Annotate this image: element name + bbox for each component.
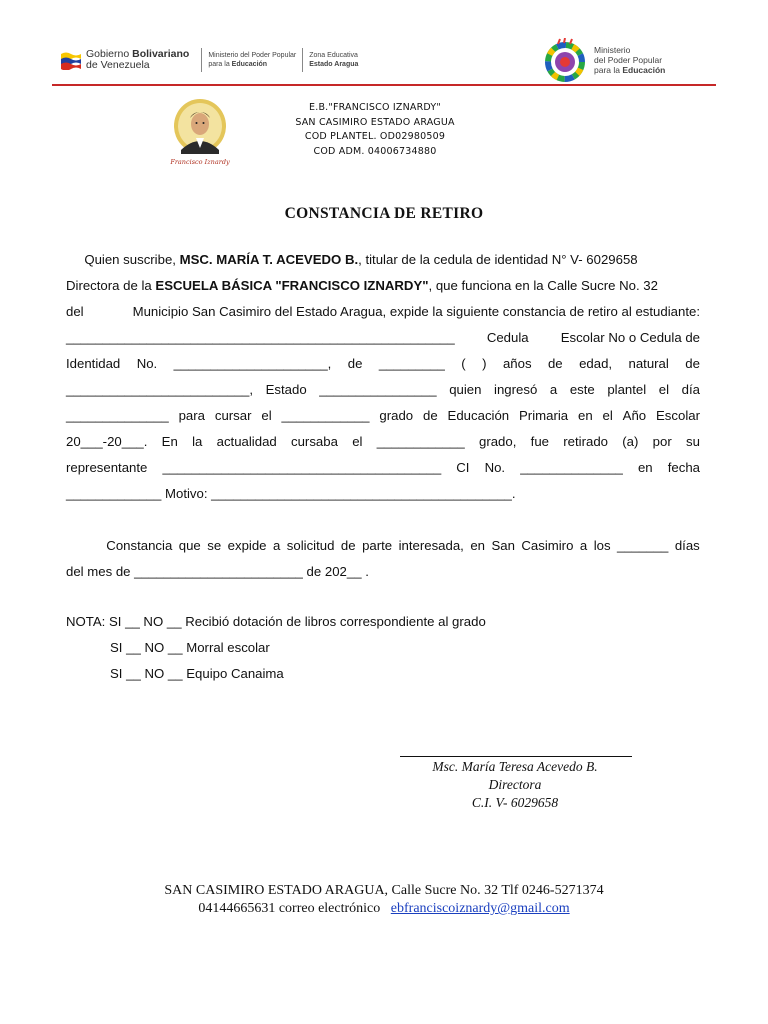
body-word: Escolar No o Cedula de (560, 330, 700, 345)
body-word: de (685, 356, 700, 371)
header-divider (302, 48, 303, 72)
body-word: ingresó (494, 382, 538, 397)
note-canaima: SI __ NO __ Equipo Canaima (110, 666, 284, 681)
school-full-name: ESCUELA BÁSICA "FRANCISCO IZNARDY" (155, 278, 429, 293)
right-line2: del Poder Popular (594, 55, 663, 65)
body-line-8 (66, 433, 700, 451)
note-backpack: SI __ NO __ Morral escolar (110, 640, 270, 655)
signature-name: Msc. María Teresa Acevedo B. (432, 759, 598, 774)
body-line-2 (66, 277, 700, 295)
body-word: grado, (479, 434, 517, 449)
venezuela-flag-icon (60, 50, 82, 70)
gov-line1-a: Gobierno (86, 48, 133, 60)
signature-role: Directora (488, 777, 542, 792)
signature-ci: C.I. V- 6029658 (471, 795, 559, 810)
body-word: a (272, 538, 281, 553)
body-word: CI (456, 460, 470, 475)
email-link[interactable]: ebfranciscoiznardy@gmail.com (390, 901, 570, 916)
body-word: su (685, 434, 700, 449)
note-books: NOTA: SI __ NO __ Recibió dotación de libros correspondiente al grado (66, 614, 486, 629)
zona-line1: Zona Educativa (309, 52, 358, 59)
body-word: Identidad (66, 356, 121, 371)
body-text: _____________ Motivo: _________________________________________. (66, 486, 516, 501)
ministry-right-text (594, 45, 665, 75)
government-header (60, 42, 358, 78)
body-word: en (577, 408, 593, 423)
body-word: en (470, 538, 485, 553)
body-word: Constancia (66, 538, 173, 553)
body-word: de (340, 538, 356, 553)
body-word: en (637, 460, 653, 475)
body-word: Primaria (519, 408, 569, 423)
body-word: _________ (378, 356, 445, 371)
body-line-4 (66, 329, 700, 347)
ministry-logo-icon (540, 38, 590, 82)
body-word: _____________________, (173, 356, 332, 371)
body-word: Casimiro (521, 538, 574, 553)
body-text: , titular de la cedula de identidad N° V- 6029658 (358, 252, 638, 267)
body-word: se (207, 538, 222, 553)
body-word: cursar (214, 408, 252, 423)
body-word: ________________ (319, 382, 437, 397)
body-word: retirado (563, 434, 608, 449)
body-word: Estado (265, 382, 307, 397)
body-word: Educación (447, 408, 510, 423)
body-word: la (192, 434, 203, 449)
gov-line2: de Venezuela (86, 59, 150, 71)
ministry-line2-a: para la (208, 61, 232, 68)
body-word: a (579, 538, 588, 553)
body-line-5 (66, 355, 700, 373)
school-info (270, 101, 480, 159)
body-word: San (491, 538, 515, 553)
body-word: Escolar (656, 408, 700, 423)
body-word: En (161, 434, 178, 449)
body-word: ) (482, 356, 487, 371)
body-line-3 (66, 303, 700, 321)
signature-line (400, 756, 632, 757)
body-text: , que funciona en la Calle Sucre No. 32 (428, 278, 658, 293)
body-word: parte (362, 538, 393, 553)
body-word: el (261, 408, 272, 423)
body-text: Quien suscribe, (66, 252, 180, 267)
body-line-9 (66, 459, 700, 477)
government-name (86, 49, 189, 71)
body-word: plantel (607, 382, 647, 397)
ministry-line1: Ministerio del Poder Popular (208, 52, 297, 59)
body-word: ____________ (281, 408, 370, 423)
body-word: ______________ (520, 460, 623, 475)
portrait-image (165, 98, 235, 166)
body-line-7 (66, 407, 700, 425)
body-word: Cedula (486, 330, 529, 345)
right-line1: Ministerio (594, 45, 631, 55)
body-word: del (66, 304, 84, 319)
zona-label (309, 51, 358, 69)
body-word: para (178, 408, 205, 423)
body-word: de (547, 356, 563, 371)
body-word: que (178, 538, 201, 553)
body-word: por (652, 434, 672, 449)
constancia-line-2 (66, 563, 700, 581)
body-word: fue (530, 434, 550, 449)
ministry-header (540, 38, 665, 82)
body-word: de (423, 408, 438, 423)
body-word: cursaba (291, 434, 338, 449)
body-word: de (347, 356, 363, 371)
body-word: grado (379, 408, 414, 423)
body-word: (a) (622, 434, 639, 449)
body-word: días (674, 538, 700, 553)
body-word: Año (622, 408, 647, 423)
body-word: No. (136, 356, 158, 371)
school-location: SAN CASIMIRO ESTADO ARAGUA (295, 116, 455, 128)
body-word: ______________________________________ (162, 460, 442, 475)
body-word: años (502, 356, 532, 371)
footer-phone: 04144665631 correo electrónico (198, 901, 391, 916)
right-line3-a: para la (594, 65, 623, 75)
body-word: los (593, 538, 611, 553)
zona-line2: Estado Aragua (309, 61, 359, 68)
footer-contact (0, 900, 768, 918)
portrait-caption: Francisco Iznardy (170, 158, 230, 166)
body-word: _____________________________________________________ (66, 330, 455, 345)
body-word: a (549, 382, 558, 397)
director-name: MSC. MARÍA T. ACEVEDO B. (179, 252, 359, 267)
body-word: este (569, 382, 595, 397)
body-word: _______ (617, 538, 669, 553)
footer-address: SAN CASIMIRO ESTADO ARAGUA, Calle Sucre No. 32 Tlf 0246-5271374 (164, 883, 604, 898)
body-word: expide (227, 538, 267, 553)
right-line3-b: Educación (622, 65, 666, 75)
ministry-label (208, 51, 296, 69)
body-word: el (352, 434, 363, 449)
body-word: día (681, 382, 700, 397)
school-cod-adm: COD ADM. 04006734880 (313, 145, 437, 157)
body-text: del mes de _______________________ de 202__ . (66, 564, 369, 579)
body-word: Municipio San Casimiro del Estado Aragua, expide la siguiente constancia de retiro al estudiante: (132, 304, 700, 319)
body-word: _________________________, (66, 382, 254, 397)
body-word: quien (449, 382, 482, 397)
body-word: interesada, (398, 538, 464, 553)
body-line-6 (66, 381, 700, 399)
header-divider (201, 48, 202, 72)
body-line-1 (66, 251, 700, 269)
body-word: No. (484, 460, 506, 475)
body-word: ______________ (66, 408, 169, 423)
body-word: 20___-20___. (66, 434, 148, 449)
body-text: Directora de la (66, 278, 156, 293)
body-word: edad, (579, 356, 613, 371)
body-word: actualidad (216, 434, 277, 449)
document-title: CONSTANCIA DE RETIRO (284, 205, 484, 222)
body-word: el (602, 408, 613, 423)
body-word: ( (461, 356, 466, 371)
body-word: ____________ (376, 434, 465, 449)
body-word: el (658, 382, 670, 397)
body-word: solicitud (286, 538, 335, 553)
ministry-line2-b: Educación (231, 61, 268, 68)
header-red-rule (52, 84, 716, 86)
body-word: natural (628, 356, 669, 371)
school-name: E.B."FRANCISCO IZNARDY" (309, 102, 441, 113)
gov-line1-b: Bolivariano (132, 48, 190, 60)
school-cod-plantel: COD PLANTEL. OD02980509 (304, 131, 446, 142)
body-word: fecha (667, 460, 700, 475)
constancia-line-1 (66, 537, 700, 555)
body-line-10 (66, 485, 700, 503)
body-word: representante (66, 460, 148, 475)
